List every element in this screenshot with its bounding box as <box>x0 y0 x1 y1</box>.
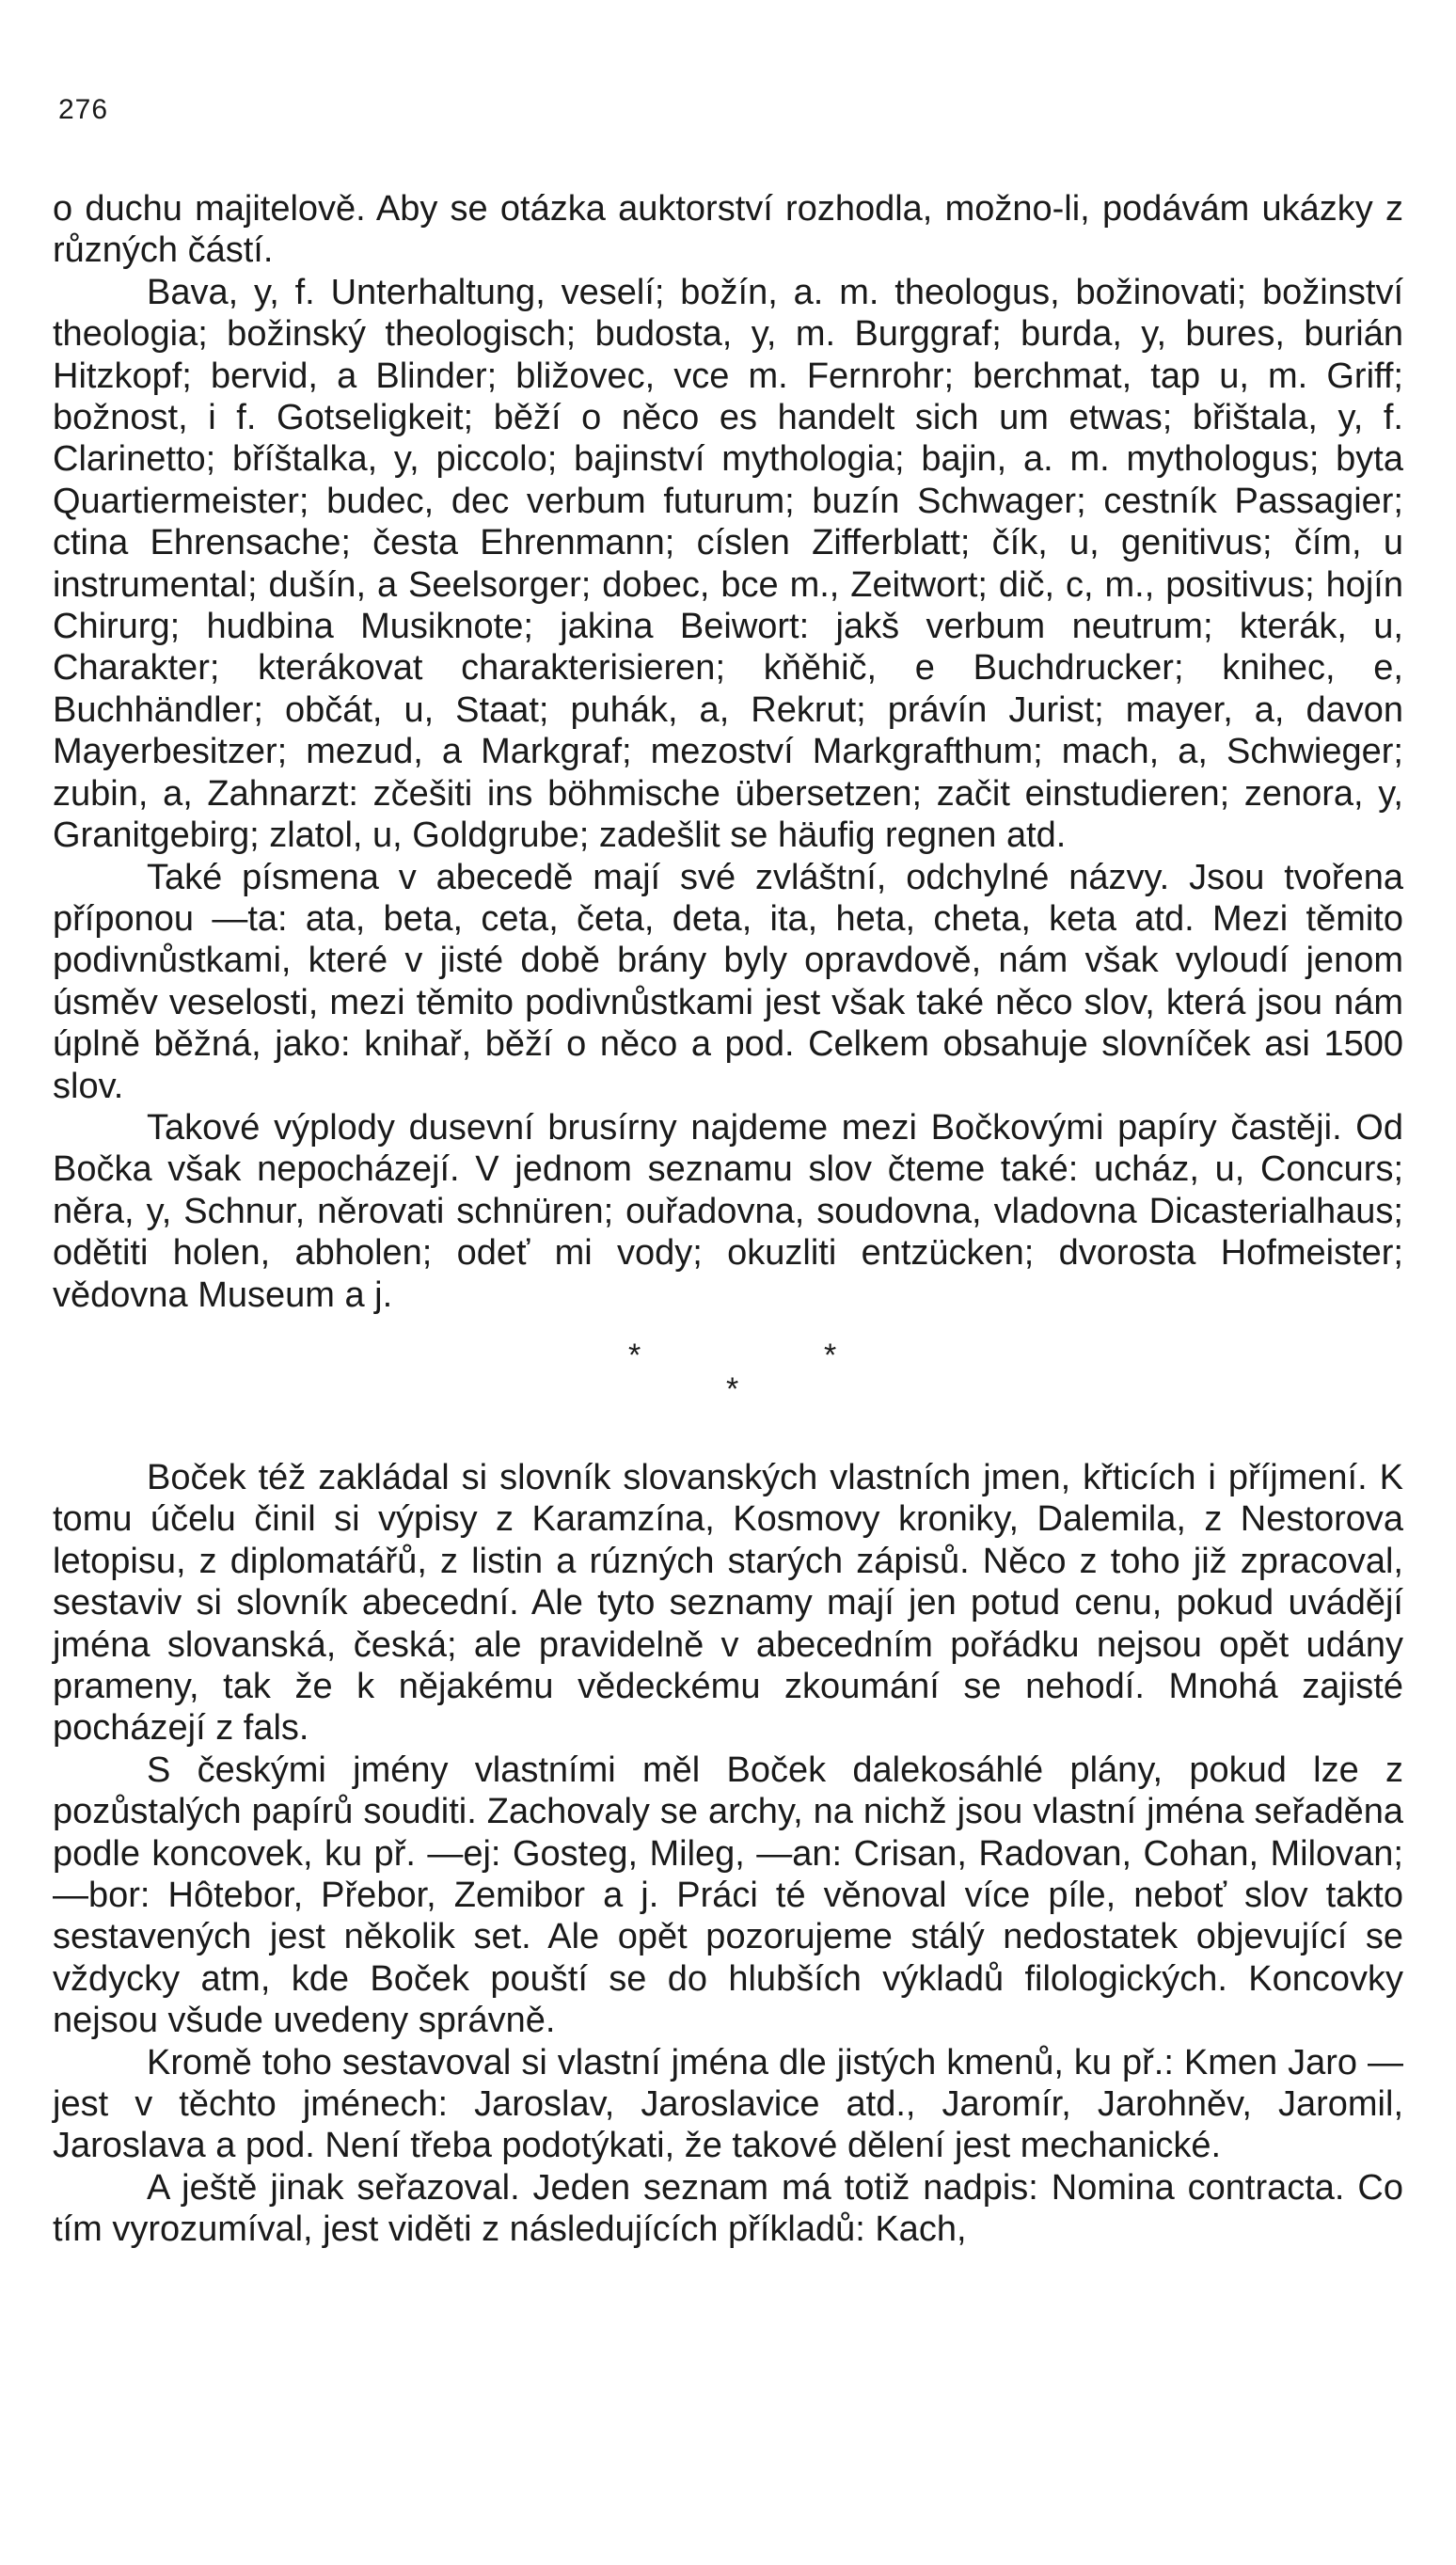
paragraph: o duchu majitelově. Aby se otázka auktorství rozhodla, možno-li, podávám ukázky z různých částí. <box>53 189 1403 271</box>
paragraph: Boček též zakládal si slovník slovanských vlastních jmen, křticích i příjmení. K tomu účelu činil si výpisy z Karamzína, Kosmovy kroniky, Dalemila, z Nestorova letopisu, z diplomatářů, z listin a rúzných starých zápisů. Něco z toho již zpracoval, sestaviv si slovník abecední. Ale tyto seznamy mají jen potud cenu, pokud uvádějí jména slovanská, česká; ale pravidelně v abecedním pořádku nejsou opět udány prameny, tak že k nějakému vědeckému zkoumání se nehodí. Mnohá zajisté pocházejí z fals. <box>53 1457 1403 1749</box>
section-divider <box>53 1316 1403 1457</box>
page-body <box>53 188 1403 2251</box>
paragraph: Bava, y, f. Unterhaltung, veselí; božín, a. m. theologus, božinovati; božinství theologia; božinský theologisch; budosta, y, m. Burggraf; burda, y, bures, burián Hitzkopf; bervid, a Blinder; bližovec, vce m. Fernrohr; berchmat, tap u, m. Griff; božnost, i f. Gotseligkeit; běží o něco es handelt sich um etwas; břištala, y, f. Clarinetto; bříštalka, y, piccolo; bajinství mythologia; bajin, a. m. mythologus; byta Quartiermeister; budec, dec verbum futurum; buzín Schwager; cestník Passagier; ctina Ehrensache; česta Ehrenmann; císlen Zifferblatt; čík, u, genitivus; čím, u instrumental; dušín, a Seelsorger; dobec, bce m., Zeitwort; dič, c, m., positivus; hojín Chirurg; hudbina Musiknote; jakina Beiwort: jakš verbum neutrum; kterák, u, Charakter; kterákovat charakterisieren; kňěhič, e Buchdrucker; knihec, e, Buchhändler; občát, u, Staat; puhák, a, Rekrut; právín Jurist; mayer, a, davon Mayerbesitzer; mezud, a Markgraf; mezoství Markgrafthum; mach, a, Schwieger; zubin, a, Zahnarzt: zčešiti ins böhmische übersetzen; začit einstudieren; zenora, y, Granitgebirg; zlatol, u, Goldgrube; zadešlit se häufig regnen atd. <box>53 272 1403 856</box>
asterisk: * <box>824 1337 837 1373</box>
paragraph: S českými jmény vlastními měl Boček dalekosáhlé plány, pokud lze z pozůstalých papírů souditi. Zachovaly se archy, na nichž jsou vlastní jména seřaděna podle koncovek, ku př. —ej: Gosteg, Mileg, —an: Crisan, Radovan, Cohan, Milovan; —bor: Hôtebor, Přebor, Zemibor a j. Práci té věnoval více píle, neboť slov takto sestavených jest několik set. Ale opět pozorujeme stálý nedostatek objevující se vždycky atm, kde Boček pouští se do hlubších výkladů filologických. Koncovky nejsou všude uvedeny správně. <box>53 1750 1403 2041</box>
asterisk: * <box>628 1337 641 1373</box>
paragraph: Také písmena v abecedě mají své zvláštní, odchylné názvy. Jsou tvořena příponou —ta: ata, beta, ceta, četa, deta, ita, heta, cheta, keta atd. Mezi těmito podivnůstkami, které v jisté době brány byly opravdově, nám však vyloudí jenom úsměv veselosti, mezi těmito podivnůstkami jest však také něco slov, která jsou nám úplně běžná, jako: knihař, běží o něco a pod. Celkem obsahuje slovníček asi 1500 slov. <box>53 857 1403 1106</box>
paragraph: A ještě jinak seřazoval. Jeden seznam má totiž nadpis: Nomina contracta. Co tím vyrozumíval, jest viděti z následujících příkladů: Kach, <box>53 2167 1403 2250</box>
asterisk: * <box>726 1370 739 1407</box>
paragraph: Takové výplody dusevní brusírny najdeme mezi Bočkovými papíry častěji. Od Bočka však nepocházejí. V jednom seznamu slov čteme také: ucház, u, Concurs; něra, y, Schnur, něrovati schnüren; ouřadovna, soudovna, vladovna Dicasterialhaus; odětiti holen, abholen; odeť mi vody; okuzliti entzücken; dvorosta Hofmeister; vědovna Museum a j. <box>53 1107 1403 1315</box>
paragraph: Kromě toho sestavoval si vlastní jména dle jistých kmenů, ku př.: Kmen Jaro — jest v těchto jménech: Jaroslav, Jaroslavice atd., Jaromír, Jarohněv, Jaromil, Jaroslava a pod. Není třeba podotýkati, že takové dělení jest mechanické. <box>53 2042 1403 2166</box>
page-number: 276 <box>58 94 109 125</box>
